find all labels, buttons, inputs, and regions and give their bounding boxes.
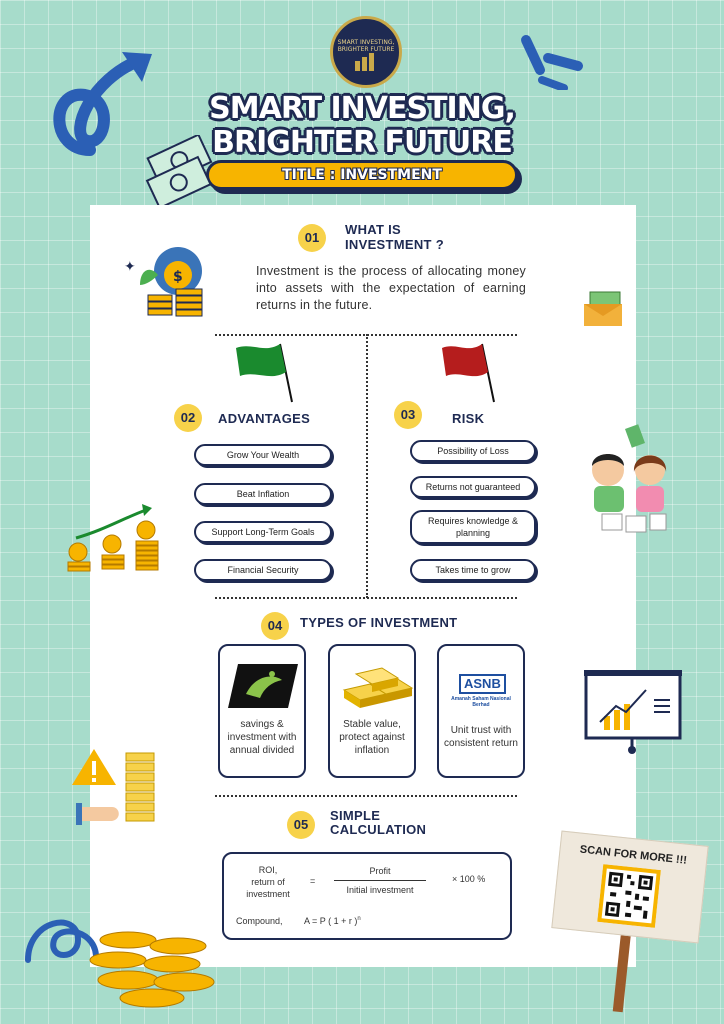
asnb-logo: ASNB (459, 674, 506, 694)
qr-label: SCAN FOR MORE !!! (579, 843, 688, 867)
brain-coin-icon (353, 49, 379, 73)
section-number-05: 05 (287, 811, 315, 839)
worried-people-icon (582, 420, 678, 536)
investment-definition: Investment is the process of allocating money into assets with the expectation of earning returns in the future. (256, 264, 526, 312)
investment-type-text: Stable value, protect against inflation (339, 719, 405, 756)
roi-label-line1: ROI, (258, 865, 278, 875)
risk-item: Returns not guaranteed (410, 476, 536, 498)
calc-title-line1: SIMPLE (330, 808, 381, 823)
qr-code[interactable] (597, 864, 661, 928)
investment-type-text: Unit trust with consistent return (444, 725, 518, 749)
advantage-item: Beat Inflation (194, 483, 332, 505)
asnb-logo-subtext: Amanah Saham Nasional Berhad (451, 696, 511, 708)
roi-label-line3: investment (246, 889, 290, 899)
qr-sign (551, 831, 708, 944)
section-number-04: 04 (261, 612, 289, 640)
investment-type-card (218, 644, 306, 778)
compound-formula (304, 916, 361, 926)
motion-lines-icon (518, 30, 588, 90)
advantage-item: Support Long-Term Goals (194, 521, 332, 543)
banknotes-icon (138, 135, 228, 215)
brand-logo (330, 16, 402, 88)
main-title-line2: BRIGHTER FUTURE (212, 125, 512, 160)
fraction-line (334, 880, 426, 881)
tabung-haji-logo-icon (226, 660, 300, 712)
calc-title (330, 809, 426, 837)
formula-box (222, 852, 512, 940)
roi-label-line2: return of (251, 877, 285, 887)
section-title-what-is (345, 222, 444, 252)
roi-label (242, 864, 294, 900)
investment-type-card (328, 644, 416, 778)
calc-title-line2: CALCULATION (330, 822, 427, 837)
divider-vertical (366, 334, 368, 598)
svg-text:✦: ✦ (124, 259, 136, 275)
roi-numerator: Profit (369, 866, 391, 876)
plant-coins-icon (118, 245, 210, 320)
svg-text:$: $ (173, 269, 183, 285)
section1-title-line2: INVESTMENT ? (345, 237, 444, 252)
compound-label: Compound, (236, 916, 283, 926)
logo-text: SMART INVESTING, BRIGHTER FUTURE (337, 39, 395, 53)
section-number-02: 02 (174, 404, 202, 432)
divider-bottom (215, 795, 517, 797)
red-flag-icon (440, 340, 504, 404)
subtitle-bar (206, 160, 518, 190)
compound-formula-text: A = P ( 1 + r ) (304, 916, 358, 926)
coin-pile-icon (88, 918, 224, 1014)
advantage-item: Financial Security (194, 559, 332, 581)
green-flag-icon (232, 340, 296, 404)
equals-sign: = (310, 876, 316, 886)
section-number-03: 03 (394, 401, 422, 429)
divider-middle (215, 597, 517, 599)
money-envelope-icon (582, 290, 624, 328)
growing-coins-icon (64, 500, 164, 580)
investment-type-card (437, 644, 525, 778)
advantages-title: ADVANTAGES (218, 411, 311, 426)
investment-type-text: savings & investment with annual divided (227, 719, 297, 756)
roi-denominator: Initial investment (346, 885, 414, 895)
section1-title-line1: WHAT IS (345, 222, 402, 237)
warning-coins-icon (72, 745, 162, 831)
main-title-line1: SMART INVESTING, (209, 91, 515, 126)
subtitle-text: TITLE : INVESTMENT (282, 167, 442, 183)
chart-board-icon (584, 670, 684, 754)
risk-title: RISK (452, 411, 485, 426)
risk-item: Possibility of Loss (410, 440, 536, 462)
risk-item: Requires knowledge & planning (410, 510, 536, 544)
advantage-item: Grow Your Wealth (194, 444, 332, 466)
compound-exponent: n (357, 916, 361, 922)
roi-multiplier: × 100 % (452, 874, 486, 884)
risk-item: Takes time to grow (410, 559, 536, 581)
gold-bars-icon (334, 654, 414, 716)
section-number-01: 01 (298, 224, 326, 252)
types-title: TYPES OF INVESTMENT (300, 615, 458, 630)
